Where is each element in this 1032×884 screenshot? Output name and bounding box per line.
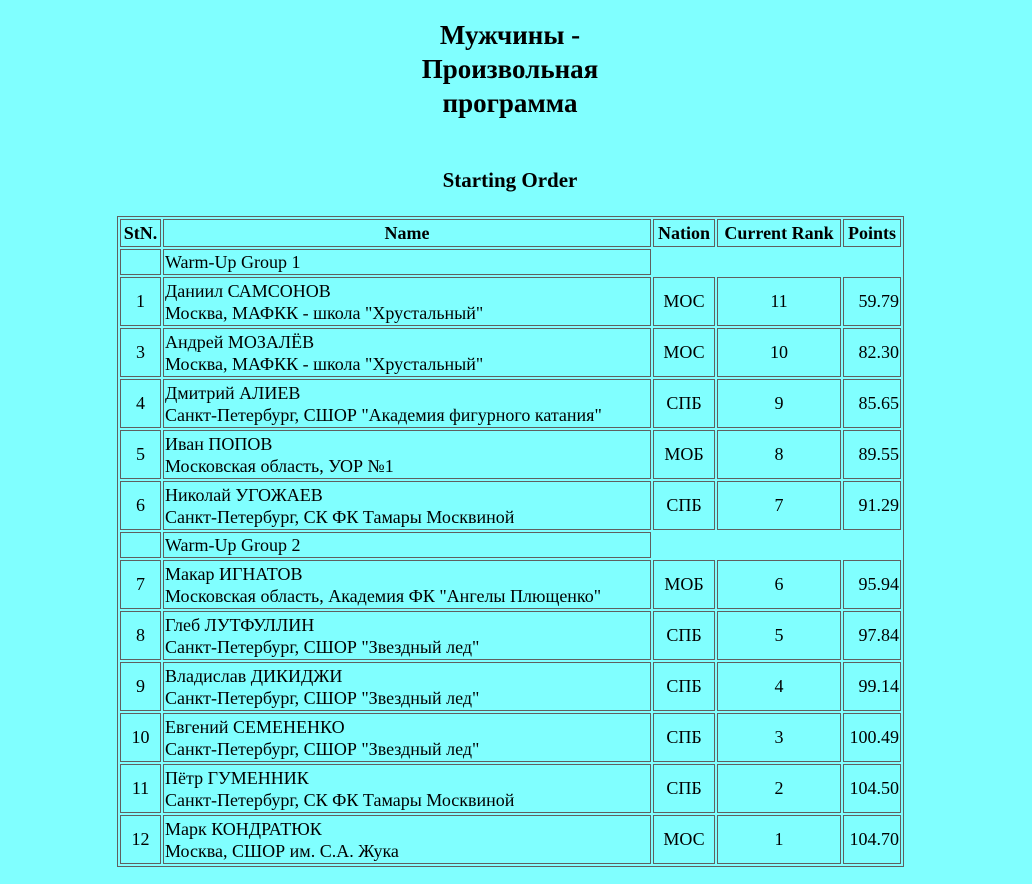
starting-order-table xyxy=(117,216,904,867)
warmup-group-label: Warm-Up Group 2 xyxy=(163,532,651,558)
athlete-name-cell xyxy=(163,379,651,428)
start-number-cell: 6 xyxy=(120,481,161,530)
table-row xyxy=(120,662,901,711)
athlete-club: Санкт-Петербург, СШОР "Академия фигурного катания" xyxy=(165,404,602,425)
athlete-name-cell xyxy=(163,328,651,377)
points-cell: 104.50 xyxy=(843,764,901,813)
nation-cell: СПБ xyxy=(653,713,715,762)
athlete-name: Евгений СЕМЕНЕНКО xyxy=(165,716,345,737)
table-row xyxy=(120,430,901,479)
table-row xyxy=(120,713,901,762)
table-row xyxy=(120,379,901,428)
table-body xyxy=(120,249,901,864)
athlete-name: Иван ПОПОВ xyxy=(165,433,273,454)
points-cell: 82.30 xyxy=(843,328,901,377)
table-row xyxy=(120,277,901,326)
athlete-club: Москва, МАФКК - школа "Хрустальный" xyxy=(165,302,484,323)
points-cell: 85.65 xyxy=(843,379,901,428)
points-cell: 99.14 xyxy=(843,662,901,711)
athlete-name: Андрей МОЗАЛЁВ xyxy=(165,331,315,352)
athlete-name: Марк КОНДРАТЮК xyxy=(165,818,322,839)
athlete-name-cell xyxy=(163,560,651,609)
column-header-rank: Current Rank xyxy=(717,219,841,247)
current-rank-cell: 2 xyxy=(717,764,841,813)
athlete-name: Владислав ДИКИДЖИ xyxy=(165,665,343,686)
warmup-group-row xyxy=(120,249,901,275)
athlete-name-cell xyxy=(163,713,651,762)
athlete-name-cell xyxy=(163,662,651,711)
start-number-cell: 1 xyxy=(120,277,161,326)
table-row xyxy=(120,328,901,377)
group-stn-cell xyxy=(120,532,161,558)
current-rank-cell: 7 xyxy=(717,481,841,530)
points-cell: 59.79 xyxy=(843,277,901,326)
current-rank-cell: 9 xyxy=(717,379,841,428)
nation-cell: СПБ xyxy=(653,611,715,660)
athlete-club: Москва, МАФКК - школа "Хрустальный" xyxy=(165,353,484,374)
nation-cell: МОС xyxy=(653,815,715,864)
points-cell: 91.29 xyxy=(843,481,901,530)
start-number-cell: 8 xyxy=(120,611,161,660)
current-rank-cell: 3 xyxy=(717,713,841,762)
athlete-name-cell xyxy=(163,815,651,864)
current-rank-cell: 8 xyxy=(717,430,841,479)
current-rank-cell: 1 xyxy=(717,815,841,864)
athlete-club: Московская область, Академия ФК "Ангелы Плющенко" xyxy=(165,585,602,606)
athlete-club: Москва, СШОР им. С.А. Жука xyxy=(165,840,399,861)
current-rank-cell: 11 xyxy=(717,277,841,326)
title-line: программа xyxy=(442,88,578,118)
title-line: Произвольная xyxy=(421,54,599,84)
column-header-points: Points xyxy=(843,219,901,247)
group-stn-cell xyxy=(120,249,161,275)
athlete-name-cell xyxy=(163,277,651,326)
column-header-stn: StN. xyxy=(120,219,161,247)
page-title xyxy=(0,18,1020,120)
table-row xyxy=(120,481,901,530)
start-number-cell: 9 xyxy=(120,662,161,711)
current-rank-cell: 6 xyxy=(717,560,841,609)
points-cell: 95.94 xyxy=(843,560,901,609)
current-rank-cell: 5 xyxy=(717,611,841,660)
athlete-club: Санкт-Петербург, СК ФК Тамары Москвиной xyxy=(165,789,515,810)
athlete-club: Московская область, УОР №1 xyxy=(165,455,394,476)
start-number-cell: 7 xyxy=(120,560,161,609)
athlete-name: Макар ИГНАТОВ xyxy=(165,563,303,584)
athlete-name-cell xyxy=(163,611,651,660)
title-line: Мужчины - xyxy=(439,20,581,50)
current-rank-cell: 10 xyxy=(717,328,841,377)
points-cell: 100.49 xyxy=(843,713,901,762)
column-header-name: Name xyxy=(163,219,651,247)
table-header-row xyxy=(120,219,901,247)
athlete-club: Санкт-Петербург, СШОР "Звездный лед" xyxy=(165,687,480,708)
table-row xyxy=(120,815,901,864)
points-cell: 104.70 xyxy=(843,815,901,864)
athlete-name: Даниил САМСОНОВ xyxy=(165,280,331,301)
current-rank-cell: 4 xyxy=(717,662,841,711)
athlete-name: Глеб ЛУТФУЛЛИН xyxy=(165,614,315,635)
nation-cell: СПБ xyxy=(653,764,715,813)
nation-cell: СПБ xyxy=(653,379,715,428)
athlete-name-cell xyxy=(163,430,651,479)
athlete-name: Дмитрий АЛИЕВ xyxy=(165,382,301,403)
nation-cell: СПБ xyxy=(653,662,715,711)
athlete-club: Санкт-Петербург, СШОР "Звездный лед" xyxy=(165,738,480,759)
start-number-cell: 3 xyxy=(120,328,161,377)
nation-cell: СПБ xyxy=(653,481,715,530)
start-number-cell: 11 xyxy=(120,764,161,813)
points-cell: 89.55 xyxy=(843,430,901,479)
start-number-cell: 5 xyxy=(120,430,161,479)
table-row xyxy=(120,764,901,813)
athlete-club: Санкт-Петербург, СШОР "Звездный лед" xyxy=(165,636,480,657)
column-header-nation: Nation xyxy=(653,219,715,247)
start-number-cell: 4 xyxy=(120,379,161,428)
athlete-name-cell xyxy=(163,481,651,530)
athlete-name: Николай УГОЖАЕВ xyxy=(165,484,323,505)
nation-cell: МОБ xyxy=(653,560,715,609)
group-blank-cell xyxy=(653,249,901,275)
athlete-name-cell xyxy=(163,764,651,813)
athlete-club: Санкт-Петербург, СК ФК Тамары Москвиной xyxy=(165,506,515,527)
start-number-cell: 12 xyxy=(120,815,161,864)
nation-cell: МОБ xyxy=(653,430,715,479)
warmup-group-row xyxy=(120,532,901,558)
table-row xyxy=(120,560,901,609)
start-number-cell: 10 xyxy=(120,713,161,762)
warmup-group-label: Warm-Up Group 1 xyxy=(163,249,651,275)
group-blank-cell xyxy=(653,532,901,558)
nation-cell: МОС xyxy=(653,277,715,326)
table-row xyxy=(120,611,901,660)
points-cell: 97.84 xyxy=(843,611,901,660)
athlete-name: Пётр ГУМЕННИК xyxy=(165,767,309,788)
nation-cell: МОС xyxy=(653,328,715,377)
page-subtitle: Starting Order xyxy=(442,168,578,192)
